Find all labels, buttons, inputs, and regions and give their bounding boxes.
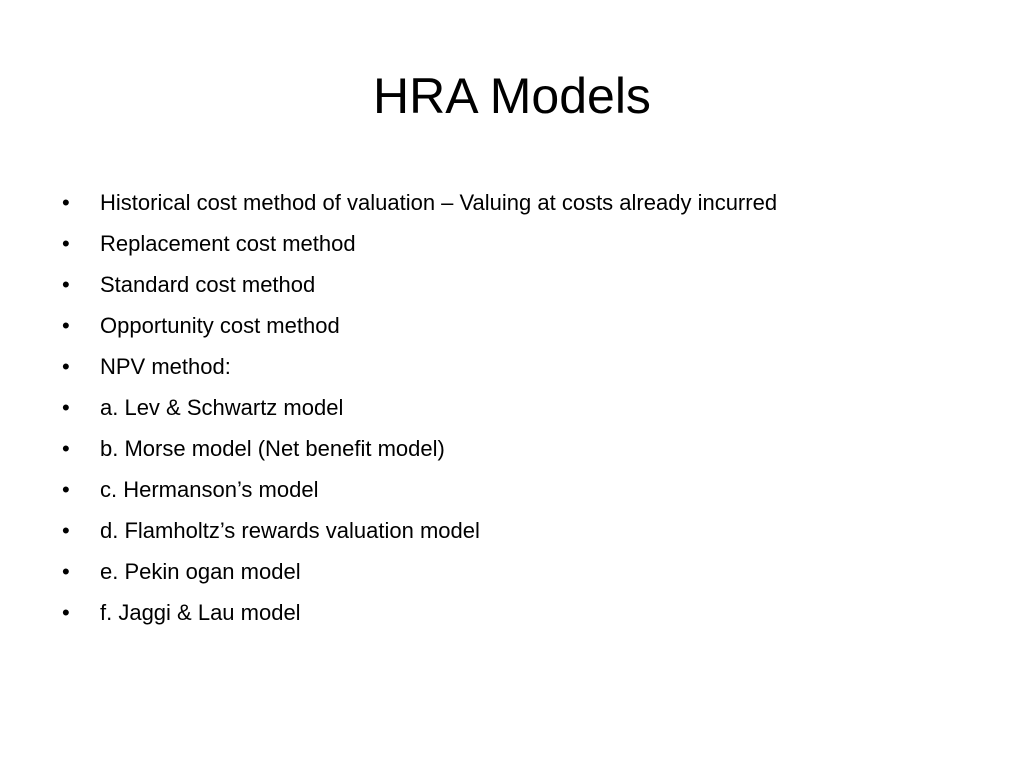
list-item <box>62 182 962 223</box>
bullet-icon: • <box>62 313 70 338</box>
list-item <box>62 264 962 305</box>
list-item <box>62 510 962 551</box>
bullet-icon: • <box>62 518 70 543</box>
list-item <box>62 387 962 428</box>
bullet-icon: • <box>62 272 70 297</box>
list-item-text: b. Morse model (Net benefit model) <box>100 436 445 461</box>
list-item <box>62 592 962 633</box>
bullet-icon: • <box>62 354 70 379</box>
slide-title: HRA Models <box>373 68 651 124</box>
list-item-text: c. Hermanson’s model <box>100 477 319 502</box>
list-item-text: Historical cost method of valuation – Valuing at costs already incurred <box>100 190 778 215</box>
list-item-text: Standard cost method <box>100 272 316 297</box>
bullet-icon: • <box>62 231 70 256</box>
list-item-text: Replacement cost method <box>100 231 356 256</box>
list-item <box>62 428 962 469</box>
list-item <box>62 223 962 264</box>
bullet-icon: • <box>62 190 70 215</box>
bullet-icon: • <box>62 477 70 502</box>
list-item-text: f. Jaggi & Lau model <box>100 600 301 625</box>
list-item-text: NPV method: <box>100 354 231 379</box>
list-item <box>62 346 962 387</box>
bullet-list <box>62 182 962 633</box>
list-item <box>62 551 962 592</box>
bullet-icon: • <box>62 436 70 461</box>
bullet-icon: • <box>62 600 70 625</box>
list-item-text: Opportunity cost method <box>100 313 340 338</box>
list-item-text: e. Pekin ogan model <box>100 559 301 584</box>
list-item <box>62 469 962 510</box>
list-item-text: a. Lev & Schwartz model <box>100 395 344 420</box>
bullet-icon: • <box>62 395 70 420</box>
list-item <box>62 305 962 346</box>
bullet-icon: • <box>62 559 70 584</box>
list-item-text: d. Flamholtz’s rewards valuation model <box>100 518 480 543</box>
